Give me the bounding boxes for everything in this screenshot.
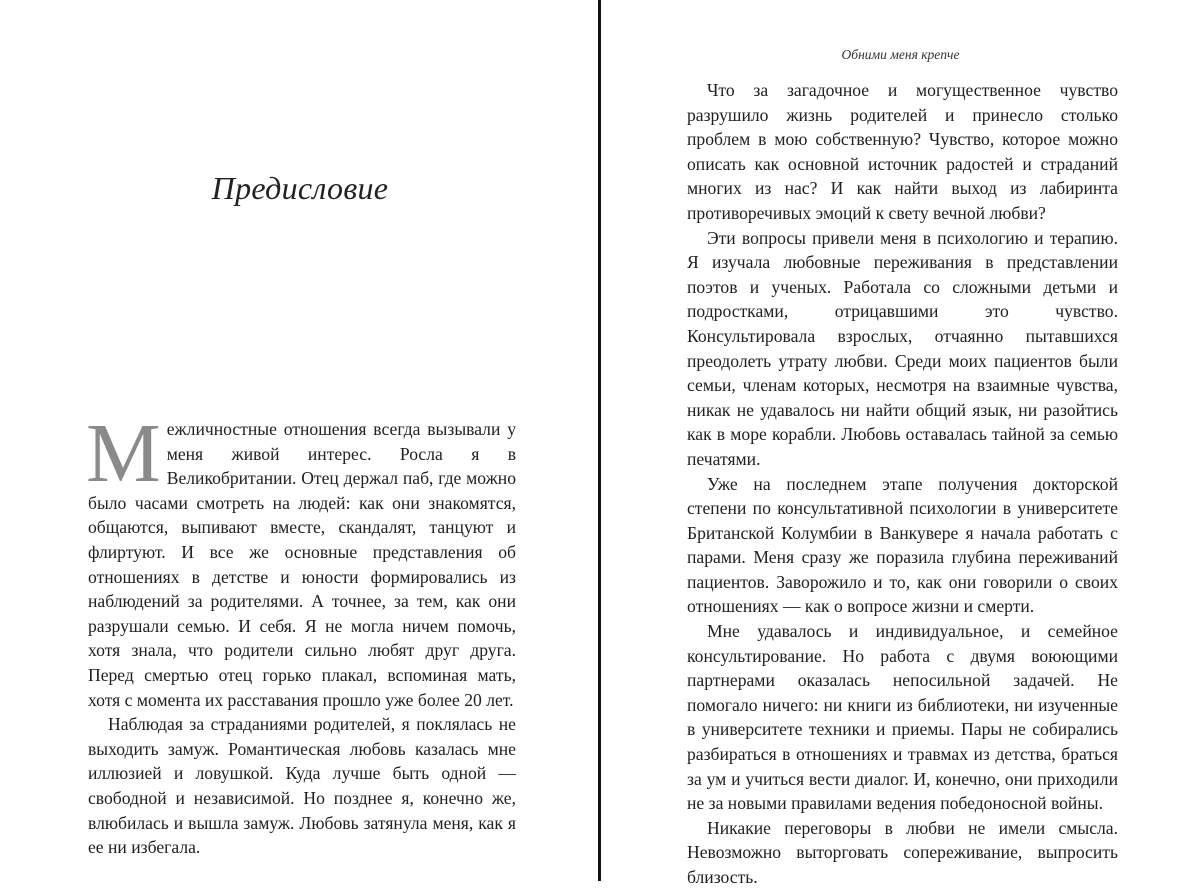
paragraph: Что за загадочное и могущественное чувство разрушило жизнь родителей и принесло столько проблем в мою собственную? Чувство, которое можно описать как основной источник радостей и страданий многих из нас? И как найти выход из лабиринта противоречивых эмоций к свету вечной любви? (687, 80, 1118, 223)
running-head: Обними меня крепче (841, 47, 960, 62)
paragraph: Мне удавалось и индивидуальное, и семейное консультирование. Но работа с двумя воюющими партнерами оказалась непосильной задачей. Не помогало ничего: ни книги из библиотеки, ни изученные в университете техники и приемы. Пары не собирались разбираться в отношениях и травмах из детства, браться за ум и учиться вести диалог. И, конечно, они приходили не за новыми правилами ведения победоносной войны. (687, 621, 1118, 814)
left-page-body (86, 407, 516, 860)
paragraph: Эти вопросы привели меня в психологию и терапию. Я изучала любовные переживания в представлении поэтов и ученых. Работала со сложными детьми и подростками, отрицавшими это чувство. Консультировала взрослых, отчаянно пытавшихся преодолеть утрату любви. Среди моих пациентов были семьи, членам которых, несмотря на взаимные чувства, никак не удавалось ни найти общий язык, ни разойтись как в море корабли. Любовь оставалась тайной за семью печатями. (687, 227, 1118, 469)
paragraph: Уже на последнем этапе получения докторской степени по консультативной психологии в университете Британской Колумбии в Ванкувере я начала работать с парами. Меня сразу же поразила глубина переживаний пациентов. Заворожило и то, как они говорили о своих отношениях — как о вопросе жизни и смерти. (687, 473, 1118, 617)
paragraph (86, 407, 516, 712)
right-page (601, 0, 1200, 887)
paragraph-text: ежличностные отношения всегда вызывали у меня живой интерес. Росла я в Великобритании. Отец держал паб, где можно было часами смотреть на людей: как они знакомятся, общаются, выпивают вместе, скандалят, танцуют и флиртуют. И все же основные представления об отношениях в детстве и юности формировались из наблюдений за родителями. А точнее, за тем, как они разрушали семью. И себя. Я не могла ничем помочь, хотя знала, что родители сильно любят друг друга. Перед смертью отец горько плакал, вспоминая мать, хотя с момента их расставания прошло уже более 20 лет. (88, 419, 516, 710)
left-page (0, 0, 600, 881)
drop-cap: М (86, 407, 161, 500)
right-page-body (687, 78, 1118, 890)
chapter-title: Предисловие (211, 170, 389, 206)
paragraph: Наблюдая за страданиями родителей, я поклялась не выходить замуж. Романтическая любовь казалась мне иллюзией и ловушкой. Куда лучше быть одной — свободной и независимой. Но позднее я, конечно же, влюбилась и вышла замуж. Любовь затянула меня, как я ее ни избегала. (88, 714, 516, 858)
paragraph: Никакие переговоры в любви не имели смысла. Невозможно выторговать сопереживание, выпросить близость. (687, 817, 1118, 887)
